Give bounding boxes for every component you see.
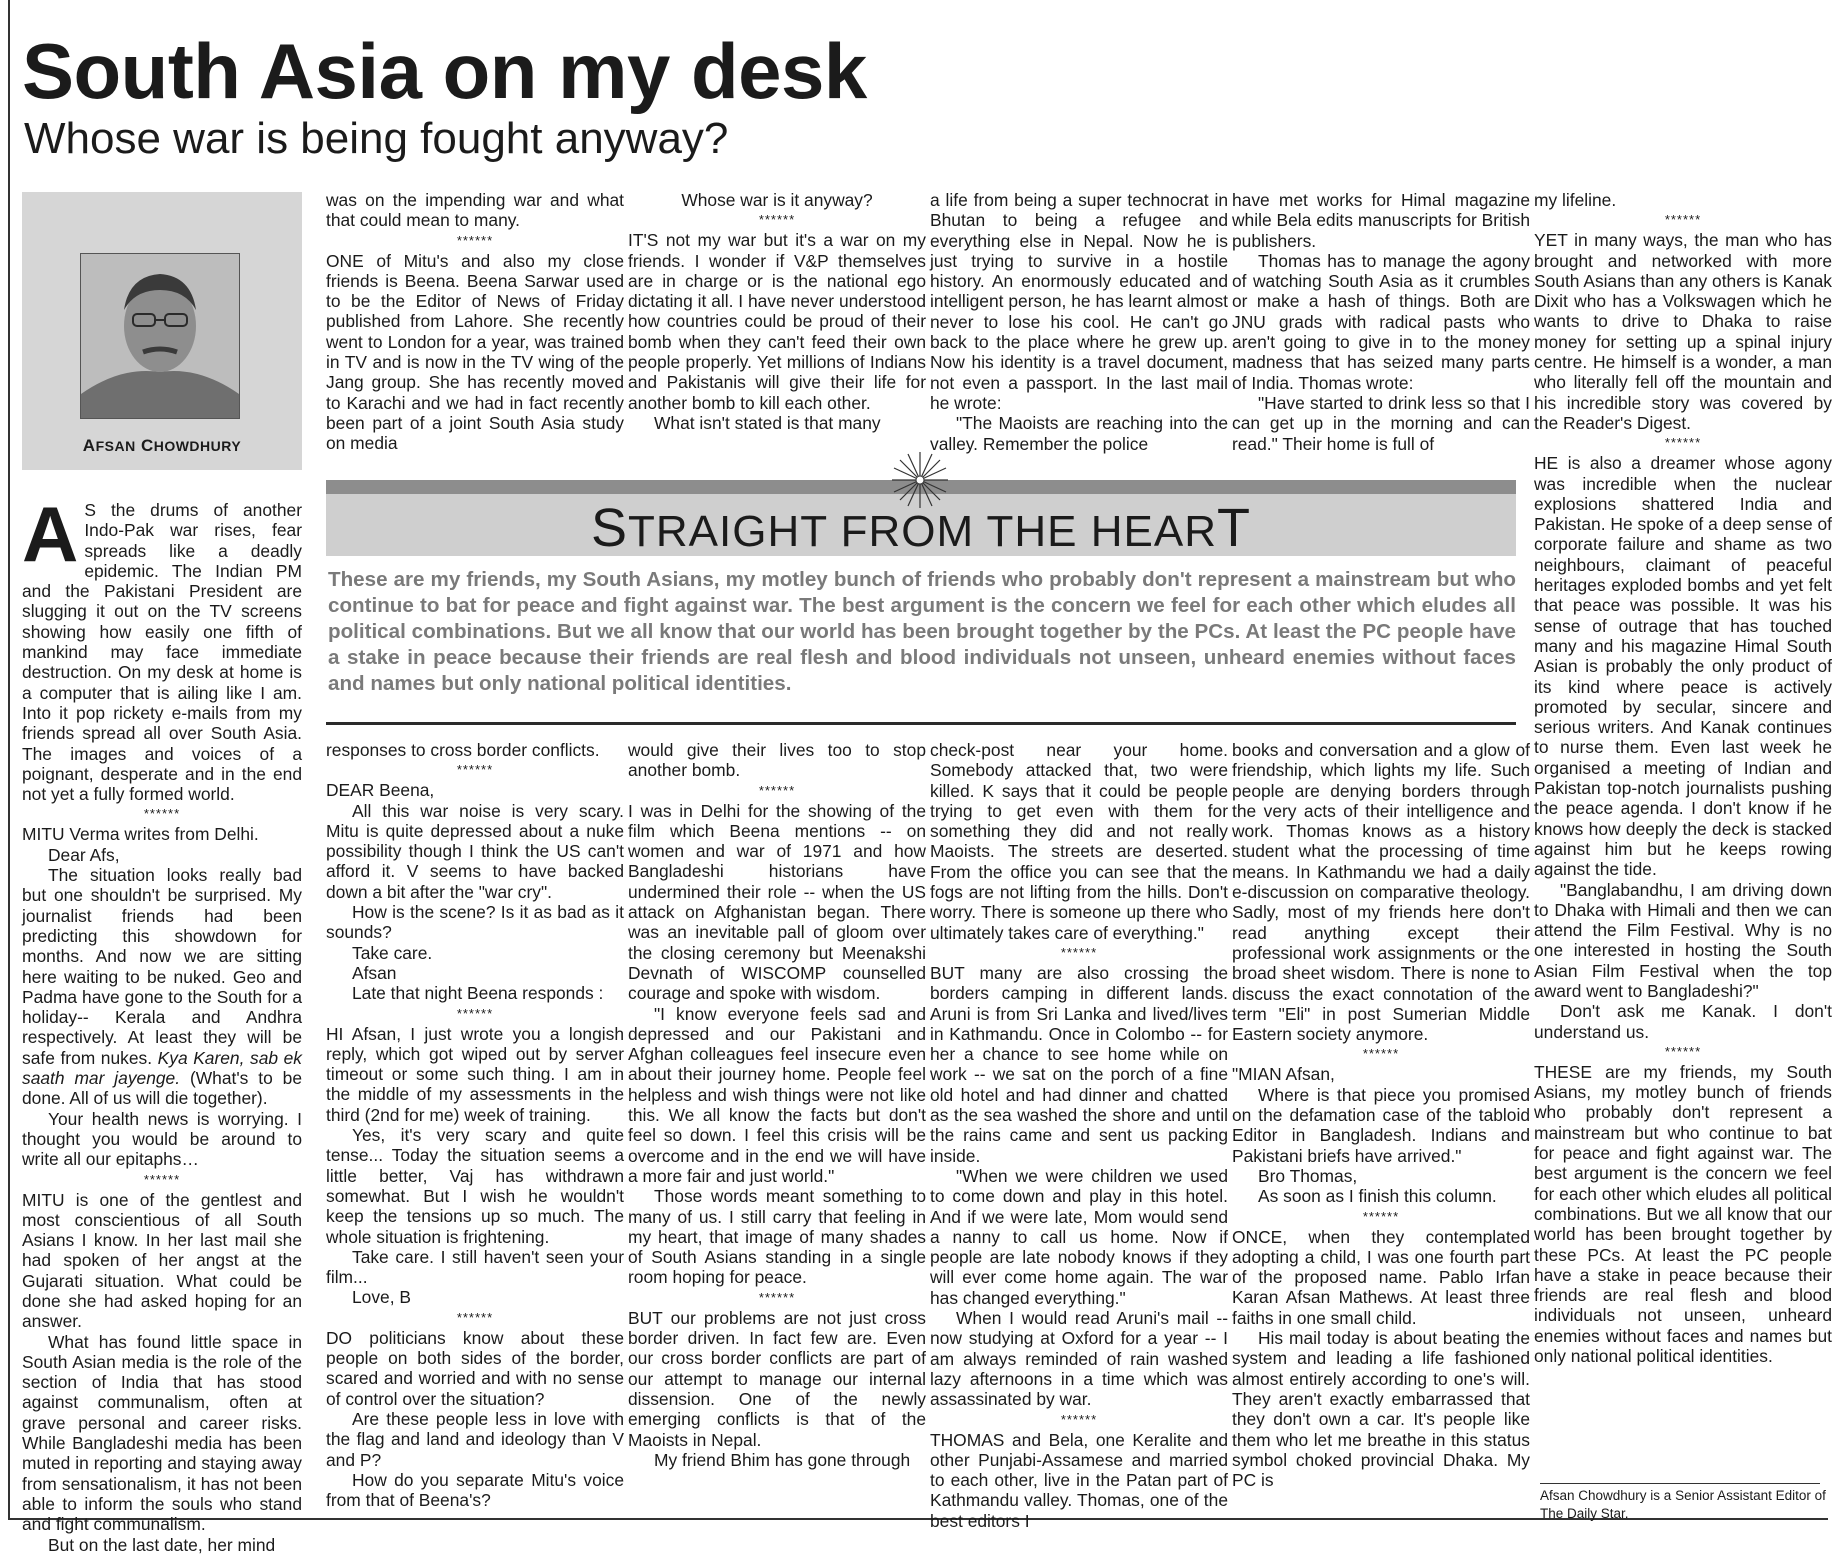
col2-para: Are these people less in love with the flag and land and ideology than V and P? <box>326 1408 624 1470</box>
col1-lead-paragraph: A S the drums of another Indo-Pak war rises, fear spreads like a deadly epidemic. The Indian PM and the Pakistani President are slugging it out on the TV screens showing how easily one fifth of mankind may face immediate destruction. On my desk at home is a computer that is ailing like I am. Into it pop rickety e-mails from my friends spread all over South Asia. The images and voices of a poignant, desperate and in the end not yet a fully formed world. <box>22 490 302 805</box>
col1-para: But on the last date, her mind <box>48 1534 276 1555</box>
separator: ****** <box>143 806 181 822</box>
col4-para: "When we were children we used to come down and play in this hotel. And if we were late, Mom would send a nanny to call us home. Now if people are late nobody knows if they will ever come home again. The war has changed everything." <box>930 1165 1228 1308</box>
col5-para: have met works for Himal magazine while Bela edits manuscripts for British publishers. <box>1232 190 1530 251</box>
col4-para: When I would read Aruni's mail -- now studying at Oxford for a year -- I am always reminded of rain washed lazy afternoons in a time which was assassinated by war. <box>930 1308 1228 1410</box>
col3-heading: Whose war is it anyway? <box>681 190 873 210</box>
col2-para: responses to cross border conflicts. <box>326 740 600 760</box>
col5-para: "MIAN Afsan, <box>1232 1064 1335 1085</box>
separator: ****** <box>1060 1411 1098 1427</box>
col5-para: Where is that piece you promised on the defamation case of the tabloid Editor in Bangladesh. Indians and Pakistani briefs have arrived." <box>1232 1084 1530 1166</box>
col5-para: His mail today is about beating the system and leading a life fashioned almost entirely according to one's will. They aren't exactly embarrassed that they don't own a car. It's people like them who let me breathe in this status symbol choked provincial Dhaka. My PC is <box>1232 1328 1530 1491</box>
separator: ****** <box>758 782 796 798</box>
separator: ****** <box>1664 435 1702 451</box>
italic-phrase: Kya Karen, sab ek saath mar jayenge. <box>22 1047 303 1089</box>
col1-para: Your health news is worrying. I thought you would be around to write all our epitaphs… <box>22 1108 302 1170</box>
author-initial: A <box>82 436 96 455</box>
col6-para: HE is also a dreamer whose agony was incredible when the nuclear explosions shattered India and Pakistan. He spoke of a deep sense of corporate failure and shame as two neighbours, claimant of peaceful heritages exploded bombs and yet felt that peace was possible. It was his sense of outrage that has touched many and his magazine Himal South Asian is probably the only product of its kind where peace is actively promoted by secular, sincere and serious writers. And Kanak continues to nurse them. Even last week he organised a meeting of Indian and Pakistan top-notch journalists pushing the peace agenda. I don't know if he knows how deeply the deck is stacked against him but he keeps rowing against the tide. <box>1534 453 1832 880</box>
col2-para: All this war noise is very scary. Mitu is quite depressed about a nuke possibility though I think the US can't afford it. V seems to have backed down a bit after the "war cry". <box>326 800 624 902</box>
col3-para: would give their lives too to stop another bomb. <box>628 740 926 781</box>
col2-para: ONE of Mitu's and also my close friends is Beena. Beena Sarwar used to be the Editor of News of Friday published from Lahore. She recently went to London for a year, was trained in TV and is now in the TV wing of the Jang group. She has recently moved to Karachi and we had in fact recently been part of a joint South Asia study on media <box>326 250 624 454</box>
banner-title-mid: TRAIGHT FROM THE HEAR <box>628 507 1217 556</box>
banner-title-t: T <box>1217 498 1251 558</box>
separator: ****** <box>1362 1208 1400 1224</box>
col5-para: "Have started to drink less so that I can get up in the morning and can read." Their home is full of <box>1232 392 1530 454</box>
col4-para: "The Maoists are reaching into the valley. Remember the police <box>930 413 1228 454</box>
separator: ****** <box>143 1171 181 1187</box>
author-photo <box>80 253 240 419</box>
column-4-top <box>930 190 1228 458</box>
author-credit: Afsan Chowdhury is a Senior Assistant Editor of The Daily Star. <box>1540 1488 1826 1521</box>
col5-para: As soon as I finish this column. <box>1258 1186 1497 1207</box>
column-1 <box>22 490 303 1555</box>
col3-para: What isn't stated is that many <box>654 412 881 433</box>
col6-para: my lifeline. <box>1534 190 1617 210</box>
separator: ****** <box>1362 1046 1400 1062</box>
author-surname-rest: HOWDHURY <box>153 438 242 454</box>
col1-para: MITU Verma writes from Delhi. <box>22 824 259 845</box>
column-3-bottom <box>628 740 926 1530</box>
col5-para: Bro Thomas, <box>1258 1165 1358 1186</box>
col2-para: DO politicians know about these people on both sides of the border, scared and worried and with no sense of control over the situation? <box>326 1327 624 1409</box>
page-subtitle: Whose war is being fought anyway? <box>24 114 729 163</box>
col6-para: YET in many ways, the man who has brought and networked with more South Asians than any others is Kanak Dixit who has a Volkswagen which he wants to drive to Dhaka to raise money for setting up a spinal injury centre. He himself is a wonder, a man who literally fell off the mountain and his incredible story was covered by the Reader's Digest. <box>1534 230 1832 433</box>
col2-para: Afsan <box>352 962 397 983</box>
separator: ****** <box>456 1309 494 1325</box>
column-6 <box>1534 190 1832 1480</box>
separator: ****** <box>758 212 796 228</box>
col3-para: "I know everyone feels sad and depressed and our Pakistani and Afghan colleagues feel insecure even about their journey home. People feel helpless and wish things were not like this. We all know the facts but don't feel so down. I feel this crisis will be overcome and in the end we will have a more fair and just world." <box>628 1003 926 1186</box>
drop-cap: A <box>22 490 79 578</box>
col2-para: How is the scene? Is it as bad as it sounds? <box>326 902 624 943</box>
col6-para: Don't ask me Kanak. I don't understand us. <box>1534 1001 1832 1042</box>
col5-para: books and conversation and a glow of friendship, which lights my life. Such people are denying borders through the very acts of their intelligence and work. Thomas knows as a history student what the processing of time means. In Kathmandu we had a daily e-discussion on comparative theology. Sadly, most of my friends here don't read anything except their professional work assignments or the broad sheet wisdom. There is none to discuss the exact connotation of the term "Eli" in post Sumerian Middle Eastern society anymore. <box>1232 740 1530 1045</box>
col3-para: BUT our problems are not just cross border driven. In fact few are. Even our cross border conflicts are part of our attempt to manage our internal dissension. One of the newly emerging conflicts is that of the Maoists in Nepal. <box>628 1307 926 1450</box>
col4-para: BUT many are also crossing the borders camping in different lands. Aruni is from Sri Lanka and lived/lives in Kathmandu. Once in Colombo -- for her a chance to see home while on work -- we sat on the porch of a fine old hotel and had dinner and chatted as the sea washed the shore and until the rains came and sent us packing inside. <box>930 962 1228 1166</box>
col6-para: "Banglabandhu, I am driving down to Dhaka with Himali and then we can attend the Film Festival. Why is no one interested in hosting the South Asian Film Festival when the top award went to Bangladeshi?" <box>1534 879 1832 1001</box>
separator: ****** <box>456 1005 494 1021</box>
col2-para: DEAR Beena, <box>326 780 435 801</box>
separator: ****** <box>456 762 494 778</box>
credit-rule <box>1540 1483 1820 1484</box>
col1-para: MITU is one of the gentlest and most conscientious of all South Asians I know. In her last mail she had spoken of her angst at the Gujarati situation. What could be done she had asked hoping for an answer. <box>22 1189 302 1332</box>
col1-para: What has found little space in South Asian media is the role of the section of India that has stood against communalism, often at grave personal and career risks. While Bangladeshi media has been muted in reporting and staying away from sensationalism, it has not been able to inform the souls who stand and fight communalism. <box>22 1331 302 1535</box>
col4-para: check-post near your home. Somebody attacked that, two were killed. K says that it could be people trying to get even with them for something they did and not really Maoists. The streets are deserted. From the office you can see that the fogs are not lifting from the hills. Don't worry. There is someone up there who ultimately takes care of everything." <box>930 740 1228 943</box>
col2-para: Yes, it's very scary and quite tense... Today the situation seems a little better, Vaj has withdrawn somewhat. But I wish he wouldn't keep the tensions up so much. The whole situation is frightening. <box>326 1125 624 1247</box>
col3-para: IT'S not my war but it's a war on my friends. I wonder if V&P themselves are in charge or is the national ego dictating it all. I have never understood how countries could be proud of their bomb when they can't feed their own people properly. Yet millions of Indians and Pakistanis will give their life for another bomb to kill each other. <box>628 230 926 413</box>
col2-para: How do you separate Mitu's voice from that of Beena's? <box>326 1469 624 1511</box>
col3-para: My friend Bhim has gone through <box>654 1449 911 1470</box>
col2-para: HI Afsan, I just wrote you a longish reply, which got wiped out by server timeout or some such thing. I am in the middle of my assessments in the third (2nd for me) week of training. <box>326 1023 624 1125</box>
portrait-icon <box>81 254 239 418</box>
col5-para: ONCE, when they contemplated adopting a child, I was one fourth part of the proposed name. Pablo Irfan Karan Afsan Mathews. At least three faiths in one small child. <box>1232 1226 1530 1328</box>
col4-para: THOMAS and Bela, one Keralite and other Punjabi-Assamese and married to each other, live in the Patan part of Kathmandu valley. Thomas, one of the best editors I <box>930 1429 1228 1531</box>
banner-title <box>326 497 1516 563</box>
separator: ****** <box>1664 212 1702 228</box>
col6-para: THESE are my friends, my South Asians, my motley bunch of friends who probably don't represent a mainstream but who continue to bat for peace and fight against war. The best argument is the concern we feel for each other which eludes all political combinations. But we all know that our world has been brought together by these PCs. At least the PC people have a stake in peace because their friends are real flesh and blood individuals not unseen, unheard enemies without faces and names but only national political identities. <box>1534 1061 1832 1367</box>
col2-para: Take care. I still haven't seen your film... <box>326 1246 624 1288</box>
column-3-top <box>628 190 926 458</box>
left-border-rule <box>8 0 10 1518</box>
page-title: South Asia on my desk <box>22 27 867 115</box>
col3-para: Those words meant something to many of us. I still carry that feeling in my heart, that image of many shades of South Asians standing in a single room hoping for peace. <box>628 1186 926 1288</box>
col1-para: The situation looks really bad but one shouldn't be surprised. My journalist friends had been predicting this showdown for months. And now we are sitting here waiting to be nuked. Geo and Padma have gone to the South for a holiday-- Kerala and Andhra respectively. At least they will be safe from nukes. Kya Karen, sab ek saath mar jayenge. (What's to be done. All of us will die together). <box>22 865 303 1109</box>
column-2-top <box>326 190 624 458</box>
col2-para: Take care. <box>352 942 433 963</box>
col2-para: Love, B <box>352 1287 411 1308</box>
banner-title-s: S <box>591 498 629 558</box>
col2-para: Late that night Beena responds : <box>352 983 604 1004</box>
col1-para: Dear Afs, <box>48 844 120 865</box>
column-2-bottom <box>326 740 624 1530</box>
separator: ****** <box>758 1289 796 1305</box>
author-surname-initial: C <box>140 436 154 455</box>
separator: ****** <box>1664 1043 1702 1059</box>
col4-para: a life from being a super technocrat in Bhutan to being a refugee and everything else in Nepal. Now he is just trying to survive in a hostile history. An enormously educated and intelligent person, he has learnt almost never to lose his cool. He can't go back to the place where he grew up. Now his identity is a travel document, not even a passport. In the last mail he wrote: <box>930 190 1228 413</box>
col2-para: was on the impending war and what that could mean to many. <box>326 190 624 231</box>
col5-para: Thomas has to manage the agony of watching South Asia as it crumbles or make a hash of things. Both are JNU grads with radical pasts who aren't going to give in to the money madness that has seized many parts of India. Thomas wrote: <box>1232 250 1530 393</box>
column-5-top <box>1232 190 1530 458</box>
pull-quote-rule <box>326 722 1516 725</box>
col3-para: I was in Delhi for the showing of the film which Beena mentions -- on women and war of 1971 and how Bangladeshi historians have undermined their role -- when the US attack on Afghanistan began. There was an inevitable pall of gloom over the closing ceremony but Meenakshi Devnath of WISCOMP counselled courage and spoke with wisdom. <box>628 800 926 1004</box>
separator: ****** <box>456 232 494 248</box>
pull-quote: These are my friends, my South Asians, my motley bunch of friends who probably don't represent a mainstream but who continue to bat for peace and fight against war. The best argument is the concern we feel for each other which eludes all political combinations. But we all know that our world has been brought together by the PCs. At least the PC people have a stake in peace because their friends are real flesh and blood individuals not unseen, unheard enemies without faces and names but only national political identities. <box>328 568 1516 695</box>
author-byline <box>22 436 302 456</box>
author-rest: FSAN <box>95 438 136 454</box>
column-4-bottom <box>930 740 1228 1530</box>
column-5-bottom <box>1232 740 1530 1530</box>
separator: ****** <box>1060 944 1098 960</box>
